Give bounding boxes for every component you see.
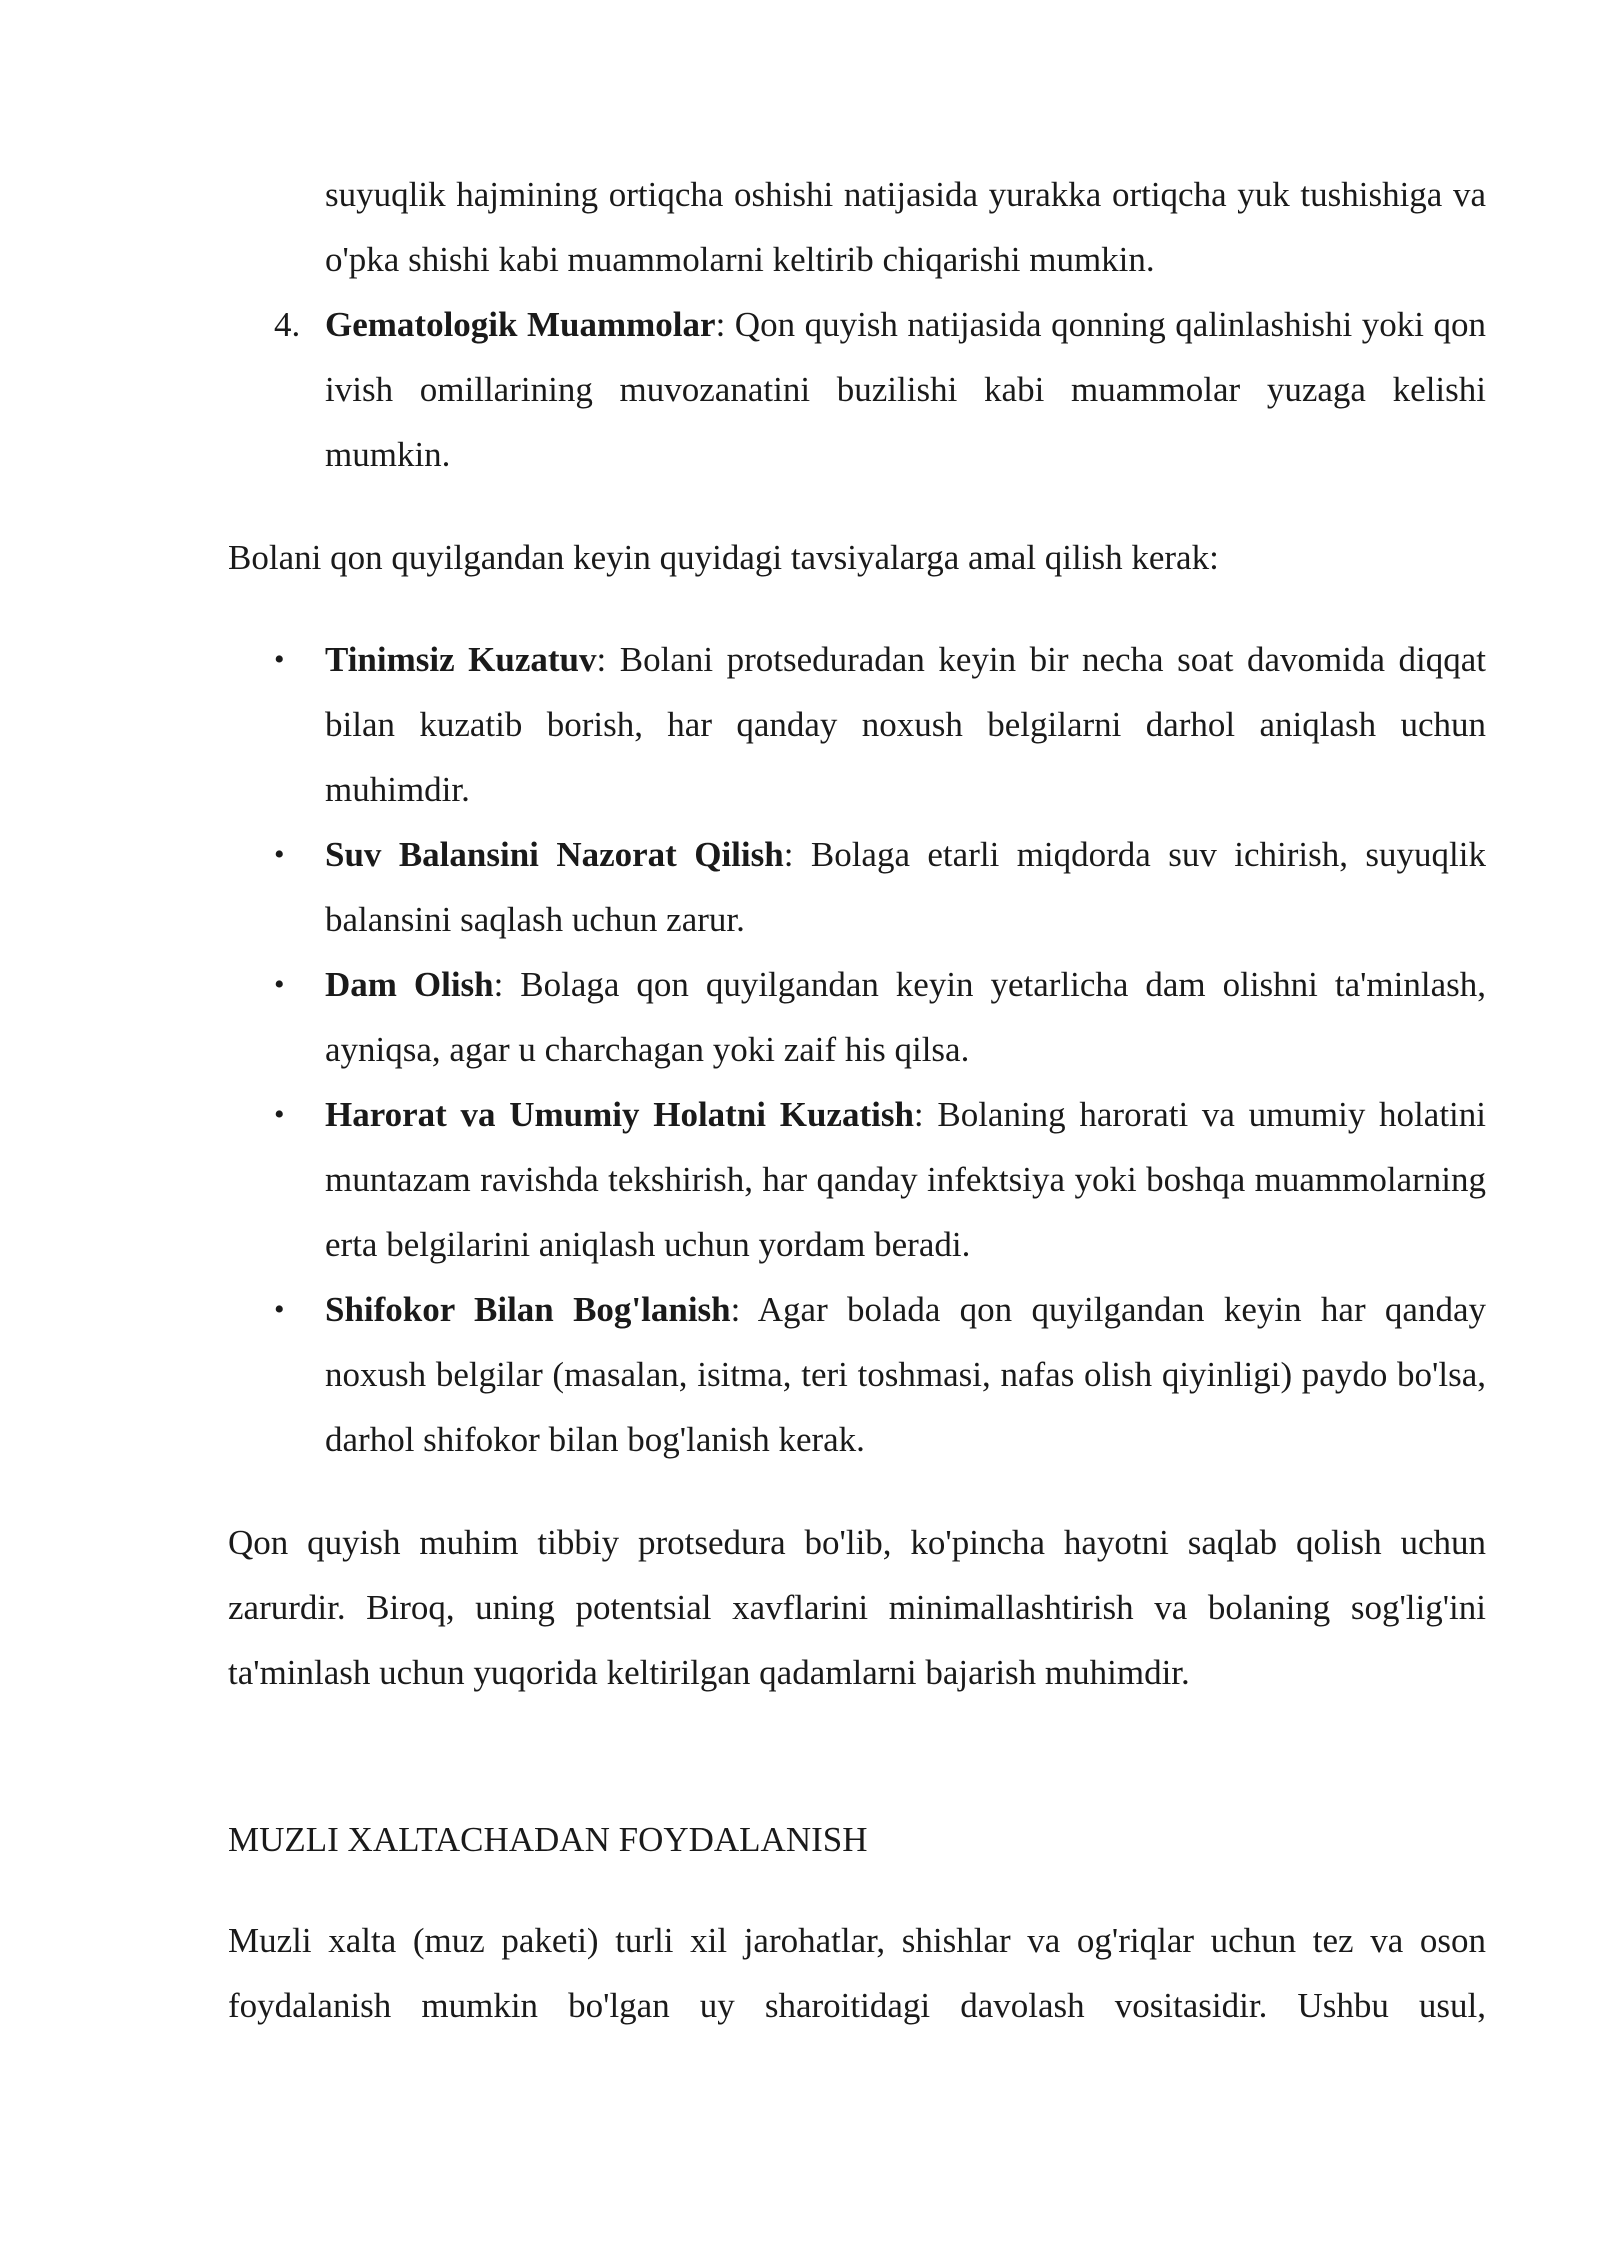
numbered-item-4-text: : Qon quyish natijasida qonning qalinlashishi yoki qon ivish omillarining muvozanatini buzilishi kabi muammolar yuzaga kelishi mumkin. bbox=[325, 305, 1486, 474]
bullet-icon: • bbox=[274, 643, 285, 676]
numbered-item-3-continuation bbox=[228, 162, 1486, 292]
section-paragraph: Muzli xalta (muz paketi) turli xil jarohatlar, shishlar va og'riqlar uchun tez va oson foydalanish mumkin bo'lgan uy sharoitidagi davolash vositasidir. Ushbu usul, bbox=[228, 1921, 1486, 2025]
list-item bbox=[228, 627, 1486, 822]
numbered-item-3-text: suyuqlik hajmining ortiqcha oshishi natijasida yurakka ortiqcha yuk tushishiga va o'pka shishi kabi muammolarni keltirib chiqarishi mumkin. bbox=[325, 175, 1486, 279]
list-item-title: Suv Balansini Nazorat Qilish bbox=[325, 835, 784, 874]
list-item bbox=[228, 822, 1486, 952]
numbered-item-4 bbox=[228, 292, 1486, 487]
list-item bbox=[228, 1082, 1486, 1277]
recommendations-intro: Bolani qon quyilgandan keyin quyidagi tavsiyalarga amal qilish kerak: bbox=[228, 538, 1219, 577]
list-item-text: : Bolani protseduradan keyin bir necha soat davomida diqqat bilan kuzatib borish, har qanday noxush belgilarni darhol aniqlash uchun muhimdir. bbox=[325, 640, 1486, 809]
list-item-text: : Bolaning harorati va umumiy holatini muntazam ravishda tekshirish, har qanday infektsiya yoki boshqa muammolarning erta belgilarini aniqlash uchun yordam beradi. bbox=[325, 1095, 1486, 1264]
list-item-title: Tinimsiz Kuzatuv bbox=[325, 640, 597, 679]
list-item-title: Dam Olish bbox=[325, 965, 494, 1004]
list-number: 4. bbox=[274, 305, 301, 344]
numbered-item-4-title: Gematologik Muammolar bbox=[325, 305, 716, 344]
recommendations-list bbox=[228, 627, 1486, 1472]
bullet-icon: • bbox=[274, 968, 285, 1001]
list-item-text: : Bolaga etarli miqdorda suv ichirish, suyuqlik balansini saqlash uchun zarur. bbox=[325, 835, 1486, 939]
bullet-icon: • bbox=[274, 838, 285, 871]
list-item bbox=[228, 952, 1486, 1082]
list-item-title: Shifokor Bilan Bog'lanish bbox=[325, 1290, 731, 1329]
list-item-text: : Agar bolada qon quyilgandan keyin har qanday noxush belgilar (masalan, isitma, teri toshmasi, nafas olish qiyinligi) paydo bo'lsa, darhol shifokor bilan bog'lanish kerak. bbox=[325, 1290, 1486, 1459]
conclusion-paragraph: Qon quyish muhim tibbiy protsedura bo'lib, ko'pincha hayotni saqlab qolish uchun zarurdir. Biroq, uning potentsial xavflarini minimallashtirish va bolaning sog'lig'ini ta'minlash uchun yuqorida keltirilgan qadamlarni bajarish muhimdir. bbox=[228, 1523, 1486, 1692]
list-item bbox=[228, 1277, 1486, 1472]
section-heading: MUZLI XALTACHADAN FOYDALANISH bbox=[228, 1820, 868, 1859]
list-item-text: : Bolaga qon quyilgandan keyin yetarlicha dam olishni ta'minlash, ayniqsa, agar u charchagan yoki zaif his qilsa. bbox=[325, 965, 1486, 1069]
bullet-icon: • bbox=[274, 1098, 285, 1131]
bullet-icon: • bbox=[274, 1293, 285, 1326]
list-item-title: Harorat va Umumiy Holatni Kuzatish bbox=[325, 1095, 914, 1134]
